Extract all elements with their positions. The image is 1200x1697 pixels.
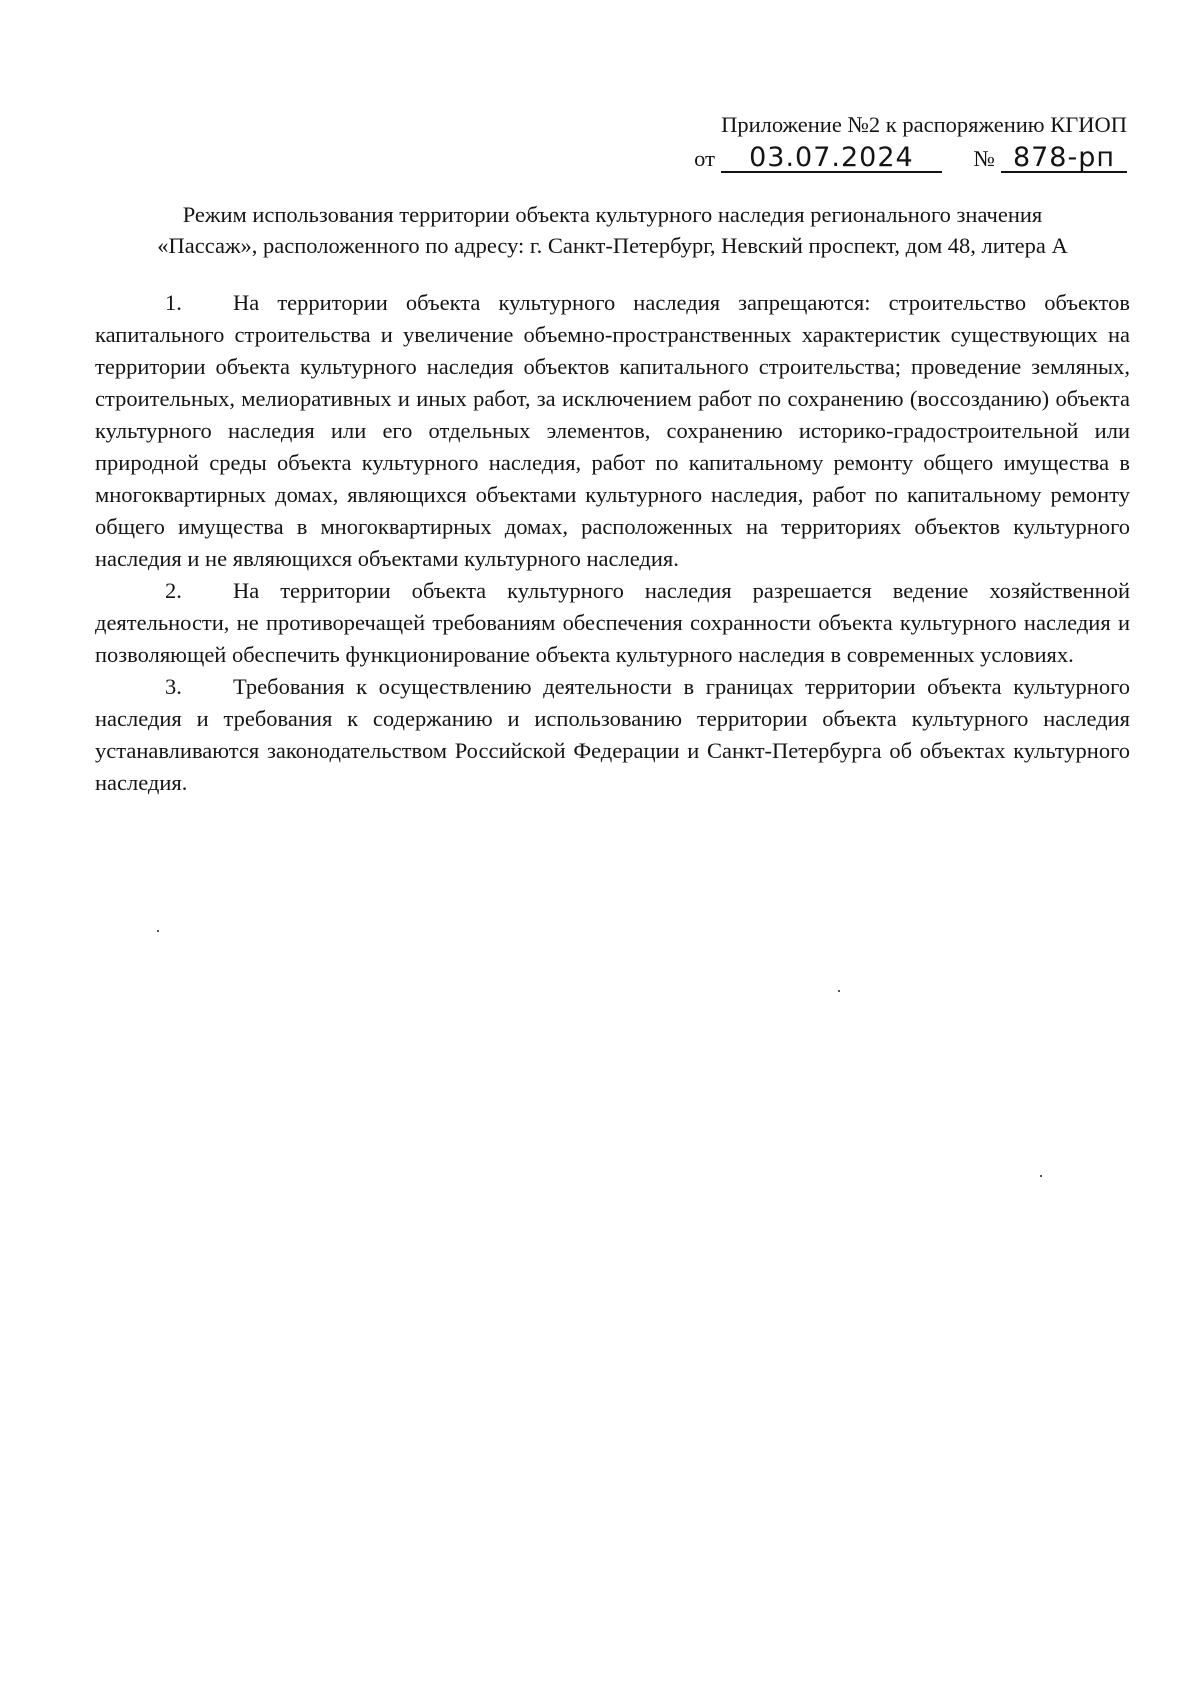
paragraph-1 xyxy=(95,287,1130,575)
paragraph-2-number: 2. xyxy=(165,578,182,603)
appendix-date-number-line xyxy=(688,144,1127,174)
title-line-2: «Пассаж», расположенного по адресу: г. Санкт-Петербург, Невский проспект, дом 48, литера А xyxy=(157,233,1068,258)
scan-speck xyxy=(1040,1175,1042,1177)
number-prefix: № xyxy=(973,146,995,171)
date-prefix: от xyxy=(694,146,715,171)
title-line-1: Режим использования территории объекта культурного наследия регионального значения xyxy=(182,202,1043,227)
paragraph-2 xyxy=(95,575,1130,671)
paragraph-3-number: 3. xyxy=(165,674,182,699)
handwritten-date: 03.07.2024 xyxy=(721,145,942,173)
appendix-header xyxy=(688,110,1127,174)
paragraph-3 xyxy=(95,671,1130,799)
scan-speck xyxy=(157,930,159,932)
handwritten-number: 878-рп xyxy=(1001,145,1127,173)
appendix-caption: Приложение №2 к распоряжению КГИОП xyxy=(721,112,1127,137)
scan-speck xyxy=(838,990,840,992)
paragraph-1-number: 1. xyxy=(165,290,182,315)
document-body xyxy=(95,287,1130,799)
paragraph-3-text: Требования к осуществлению деятельности в границах территории объекта культурного наследия и требования к содержанию и использованию территории объекта культурного наследия устанавливаются законодательством Российской Федерации и Санкт-Петербурга об объектах культурного наследия. xyxy=(95,674,1130,795)
paragraph-2-text: На территории объекта культурного наследия разрешается ведение хозяйственной деятельности, не противоречащей требованиям обеспечения сохранности объекта культурного наследия и позволяющей обеспечить функционирование объекта культурного наследия в современных условиях. xyxy=(95,578,1130,667)
paragraph-1-text: На территории объекта культурного наследия запрещаются: строительство объектов капитального строительства и увеличение объемно-пространственных характеристик существующих на территории объекта культурного наследия объектов капитального строительства; проведение земляных, строительных, мелиоративных и иных работ, за исключением работ по сохранению (воссозданию) объекта культурного наследия или его отдельных элементов, сохранению историко-градостроительной или природной среды объекта культурного наследия, работ по капитальному ремонту общего имущества в многоквартирных домах, являющихся объектами культурного наследия, работ по капитальному ремонту общего имущества в многоквартирных домах, расположенных на территориях объектов культурного наследия и не являющихся объектами культурного наследия. xyxy=(95,290,1130,571)
document-title xyxy=(95,199,1130,261)
